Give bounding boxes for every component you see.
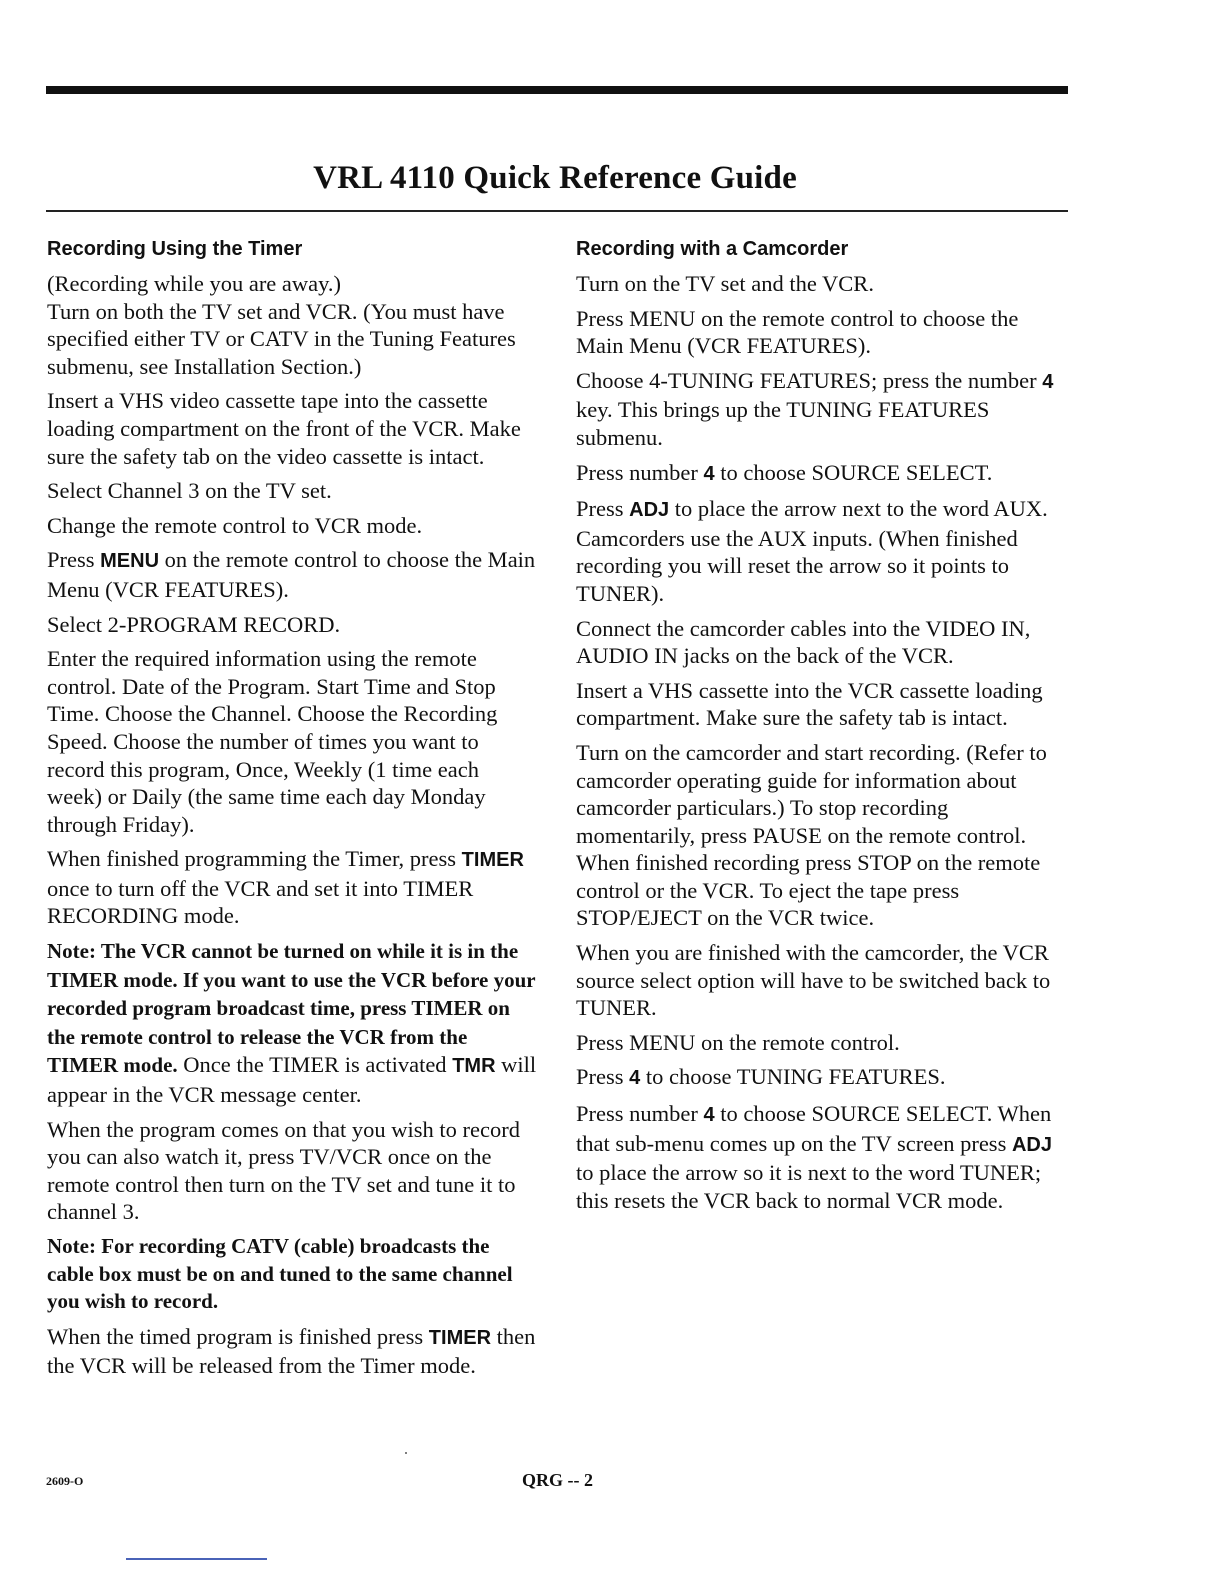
title-rule (46, 210, 1068, 212)
text: When the timed program is finished press (47, 1323, 429, 1349)
text: then the VCR will be released from the Timer mode. (47, 1323, 536, 1379)
key-label: TIMER (428, 1326, 492, 1349)
paragraph: Select Channel 3 on the TV set. (47, 478, 332, 504)
text: to choose TUNING FEATURES. (640, 1064, 946, 1090)
top-rule (46, 86, 1068, 94)
paragraph (576, 1063, 1066, 1093)
paragraph (576, 459, 1066, 489)
note-paragraph: Note: For recording CATV (cable) broadcasts the cable box must be on and tuned to the same channel you wish to record. (47, 1234, 513, 1314)
text: to place the arrow so it is next to the word TUNER; this resets the VCR back to normal VCR mode. (576, 1160, 1042, 1213)
bottom-rule (126, 1558, 267, 1560)
text: Press (576, 1064, 630, 1090)
right-column (576, 236, 1066, 1221)
left-column (47, 236, 537, 1387)
paragraph (47, 1323, 537, 1380)
paragraph: (Recording while you are away.) (47, 271, 342, 296)
key-label: 4 (703, 1104, 715, 1127)
paragraph: Change the remote control to VCR mode. (47, 512, 423, 538)
section-heading-camcorder: Recording with a Camcorder (576, 238, 849, 260)
paragraph: Press MENU on the remote control. (576, 1029, 900, 1055)
paragraph (47, 546, 537, 603)
text: once to turn off the VCR and set it into TIMER RECORDING mode. (47, 875, 474, 929)
page-number: QRG -- 2 (522, 1470, 593, 1490)
text: Press number (576, 459, 704, 485)
scan-speck (405, 1452, 407, 1454)
paragraph (47, 845, 537, 930)
key-label: 4 (703, 462, 715, 485)
text: Press (576, 496, 630, 522)
text: to place the arrow next to the word AUX. Camcorders use the AUX inputs. (When finished recording you will reset the arrow so it points to TUNER). (576, 496, 1048, 606)
text: When finished programming the Timer, press (47, 846, 462, 872)
key-label: TIMER (461, 849, 524, 872)
paragraph: Select 2-PROGRAM RECORD. (47, 611, 341, 637)
paragraph (576, 1100, 1066, 1214)
paragraph: When you are finished with the camcorder, the VCR source select option will have to be switched back to TUNER. (576, 940, 1051, 1021)
paragraph (576, 495, 1066, 607)
text: will appear in the VCR message center. (47, 1052, 537, 1108)
key-label: TMR (452, 1055, 496, 1078)
text: Choose 4-TUNING FEATURES; press the number (576, 367, 1043, 393)
text: Press (47, 547, 101, 573)
text: to choose SOURCE SELECT. When that sub-menu comes up on the TV screen press (576, 1101, 1052, 1156)
paragraph: Enter the required information using the remote control. Date of the Program. Start Time and Stop Time. Choose the Channel. Choose the Recording Speed. Choose the number of times you want to record this program, Once, Weekly (1 time each week) or Daily (the same time each day Monday through Friday). (47, 646, 498, 837)
paragraph: Press MENU on the remote control to choose the Main Menu (VCR FEATURES). (576, 305, 1019, 359)
document-code: 2609-O (46, 1474, 84, 1488)
page-title: VRL 4110 Quick Reference Guide (313, 160, 797, 196)
paragraph: Connect the camcorder cables into the VIDEO IN, AUDIO IN jacks on the back of the VCR. (576, 615, 1031, 669)
paragraph: Insert a VHS cassette into the VCR cassette loading compartment. Make sure the safety tab is intact. (576, 677, 1043, 731)
text: Press number (576, 1101, 704, 1127)
paragraph: Insert a VHS video cassette tape into the cassette loading compartment on the front of the VCR. Make sure the safety tab on the video cassette is intact. (47, 388, 521, 469)
paragraph: Turn on both the TV set and VCR. (You must have specified either TV or CATV in the Tuning Features submenu, see Installation Section.) (47, 298, 516, 379)
note-text: Note: The VCR cannot be turned on while it is in the TIMER mode. If you want to use the VCR before your recorded program broadcast time, press TIMER on the remote control to release the VCR from the TIMER mode. (47, 939, 536, 1078)
key-label: 4 (1042, 370, 1054, 393)
paragraph (576, 367, 1066, 452)
text: Once the TIMER is activated (177, 1052, 453, 1078)
paragraph: When the program comes on that you wish to record you can also watch it, press TV/VCR once on the remote control then turn on the TV set and tune it to channel 3. (47, 1116, 520, 1225)
key-label: 4 (629, 1067, 641, 1090)
text: key. This brings up the TUNING FEATURES submenu. (576, 397, 990, 450)
paragraph: Turn on the camcorder and start recording. (Refer to camcorder operating guide for information about camcorder particulars.) To stop recording momentarily, press PAUSE on the remote control. When finished recording press STOP on the remote control or the VCR. To eject the tape press STOP/EJECT on the VCR twice. (576, 739, 1047, 931)
key-label: MENU (100, 550, 160, 573)
note-paragraph (47, 937, 537, 1109)
paragraph: Turn on the TV set and the VCR. (576, 271, 874, 296)
text: to choose SOURCE SELECT. (714, 459, 993, 485)
key-label: ADJ (1011, 1133, 1052, 1156)
key-label: ADJ (629, 499, 670, 522)
section-heading-timer: Recording Using the Timer (47, 238, 303, 260)
text: on the remote control to choose the Main Menu (VCR FEATURES). (47, 547, 536, 602)
